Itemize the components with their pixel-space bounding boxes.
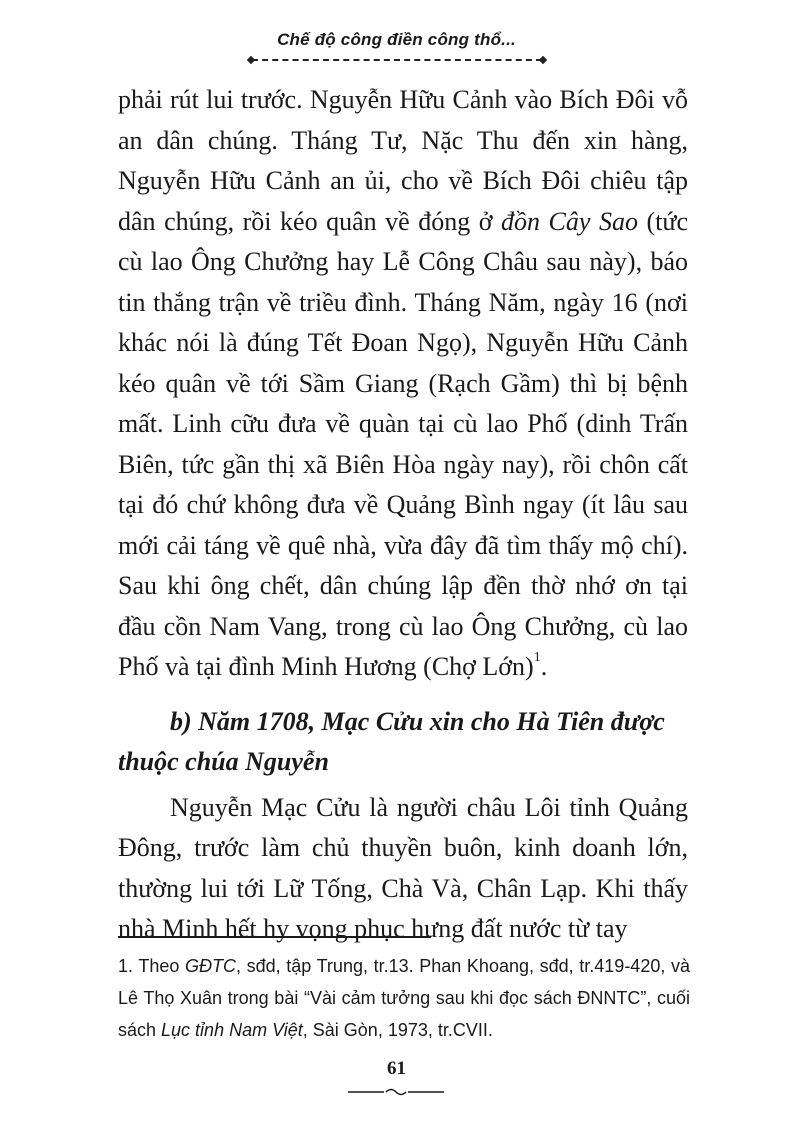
page-ornament-icon: [346, 1086, 446, 1098]
footnote-italic: GĐTC: [184, 956, 236, 976]
paragraph: phải rút lui trước. Nguyễn Hữu Cảnh vào Bích Đôi vỗ an dân chúng. Tháng Tư, Nặc Thu đến xin hàng, Nguyễn Hữu Cảnh an ủi, cho về Bích Đôi chiêu tập dân chúng, rồi kéo quân về đóng ở đồn Cây Sao (tức cù lao Ông Chưởng hay Lễ Công Châu sau này), báo tin thắng trận về triều đình. Tháng Năm, ngày 16 (nơi khác nói là đúng Tết Đoan Ngọ), Nguyễn Hữu Cảnh kéo quân về tới Sầm Giang (Rạch Gầm) thì bị bệnh mất. Linh cữu đưa về quàn tại cù lao Phố (dinh Trấn Biên, tức gần thị xã Biên Hòa ngày nay), rồi chôn cất tại đó chứ không đưa về Quảng Bình ngay (ít lâu sau mới cải táng về quê nhà, vừa đây đã tìm thấy mộ chí). Sau khi ông chết, dân chúng lập đền thờ nhớ ơn tại đầu cồn Nam Vang, trong cù lao Ông Chưởng, cù lao Phố và tại đình Minh Hương (Chợ Lớn)$^1$.: [118, 85, 688, 681]
footnote: 1. Theo GĐTC, sđd, tập Trung, tr.13. Phan Khoang, sđd, tr.419-420, và Lê Thọ Xuân trong bài “Vài cảm tưởng sau khi đọc sách ĐNNTC”, cuối sách Lục tỉnh Nam Việt, Sài Gòn, 1973, tr.CVII.: [118, 956, 690, 1040]
header-divider: [252, 59, 542, 61]
footnote-divider: [118, 936, 431, 938]
footnote-italic: Lục tỉnh Nam Việt: [161, 1020, 303, 1040]
running-header: Chế độ công điền công thổ...: [277, 30, 516, 49]
page-number: 61: [387, 1058, 406, 1079]
italic-place-name: đồn Cây Sao: [501, 206, 638, 236]
footnote-reference: 1: [533, 650, 541, 665]
section-heading: b) Năm 1708, Mạc Cửu xin cho Hà Tiên được thuộc chúa Nguyễn: [118, 706, 665, 776]
main-text: [118, 80, 688, 950]
paragraph: Nguyễn Mạc Cửu là người châu Lôi tỉnh Quảng Đông, trước làm chủ thuyền buôn, kinh doanh lớn, thường lui tới Lữ Tống, Chà Và, Chân Lạp. Khi thấy nhà Minh hết hy vọng phục hưng đất nước từ tay: [118, 792, 688, 943]
